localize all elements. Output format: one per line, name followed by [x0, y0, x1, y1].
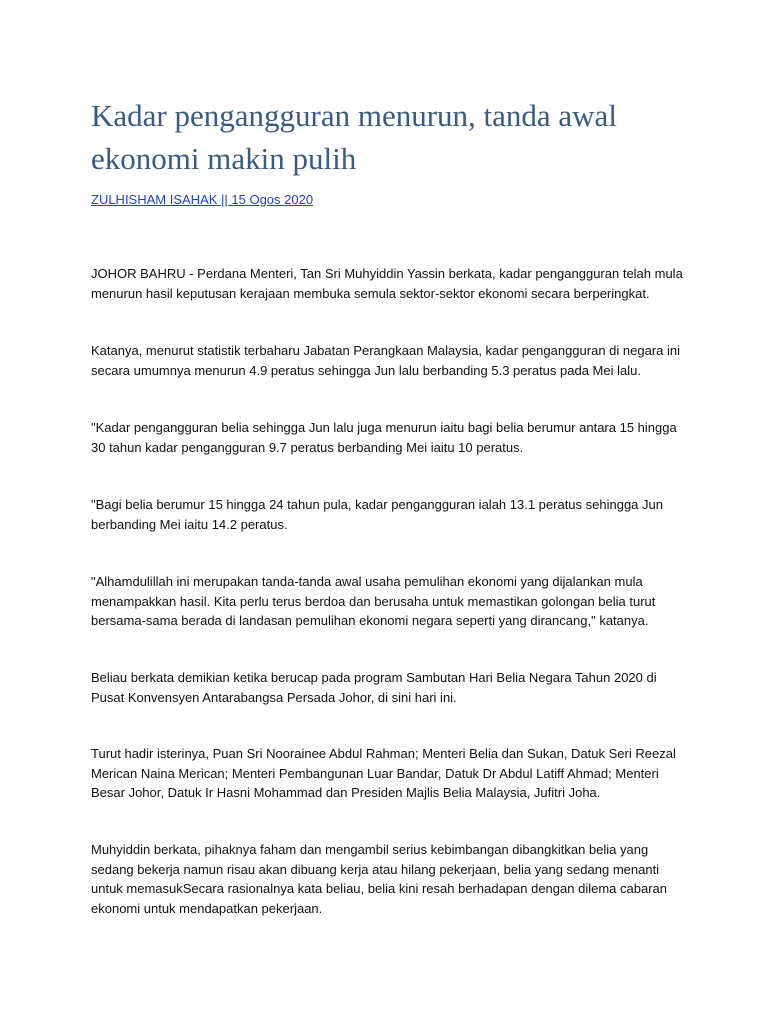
paragraph-8: Muhyiddin berkata, pihaknya faham dan mengambil serius kebimbangan dibangkitkan belia yang sedang bekerja namun risau akan dibuang kerja atau hilang pekerjaan, belia yang sedang menanti untuk memasukSecara rasionalnya kata beliau, belia kini resah berhadapan dengan dilema cabaran ekonomi untuk mendapatkan pekerjaan. [91, 842, 667, 916]
paragraph-7: Turut hadir isterinya, Puan Sri Noorainee Abdul Rahman; Menteri Belia dan Sukan, Datuk Seri Reezal Merican Naina Merican; Menteri Pembangunan Luar Bandar, Datuk Dr Abdul Latiff Ahmad; Menteri Besar Johor, Datuk Ir Hasni Mohammad dan Presiden Majlis Belia Malaysia, Jufitri Joha. [91, 746, 676, 800]
paragraph-5: "Alhamdulillah ini merupakan tanda-tanda awal usaha pemulihan ekonomi yang dijalankan mula menampakkan hasil. Kita perlu terus berdoa dan berusaha untuk memastikan golongan belia turut bersama-sama berada di landasan pemulihan ekonomi negara seperti yang dirancang," katanya. [91, 574, 656, 628]
byline-link[interactable]: ZULHISHAM ISAHAK || 15 Ogos 2020 [91, 192, 314, 207]
paragraph-2: Katanya, menurut statistik terbaharu Jabatan Perangkaan Malaysia, kadar pengangguran di negara ini secara umumnya menurun 4.9 peratus sehingga Jun lalu berbanding 5.3 peratus pada Mei lalu. [91, 343, 680, 378]
paragraph-3: "Kadar pengangguran belia sehingga Jun lalu juga menurun iaitu bagi belia berumur antara 15 hingga 30 tahun kadar pengangguran 9.7 peratus berbanding Mei iaitu 10 peratus. [91, 420, 677, 455]
paragraph-1: JOHOR BAHRU - Perdana Menteri, Tan Sri Muhyiddin Yassin berkata, kadar pengangguran telah mula menurun hasil keputusan kerajaan membuka semula sektor-sektor ekonomi secara berperingkat. [91, 266, 683, 301]
paragraph-4: "Bagi belia berumur 15 hingga 24 tahun pula, kadar pengangguran ialah 13.1 peratus sehingga Jun berbanding Mei iaitu 14.2 peratus. [91, 497, 663, 532]
article-title: Kadar pengangguran menurun, tanda awal ekonomi makin pulih [91, 98, 617, 176]
paragraph-6: Beliau berkata demikian ketika berucap pada program Sambutan Hari Belia Negara Tahun 2020 di Pusat Konvensyen Antarabangsa Persada Johor, di sini hari ini. [91, 670, 657, 705]
